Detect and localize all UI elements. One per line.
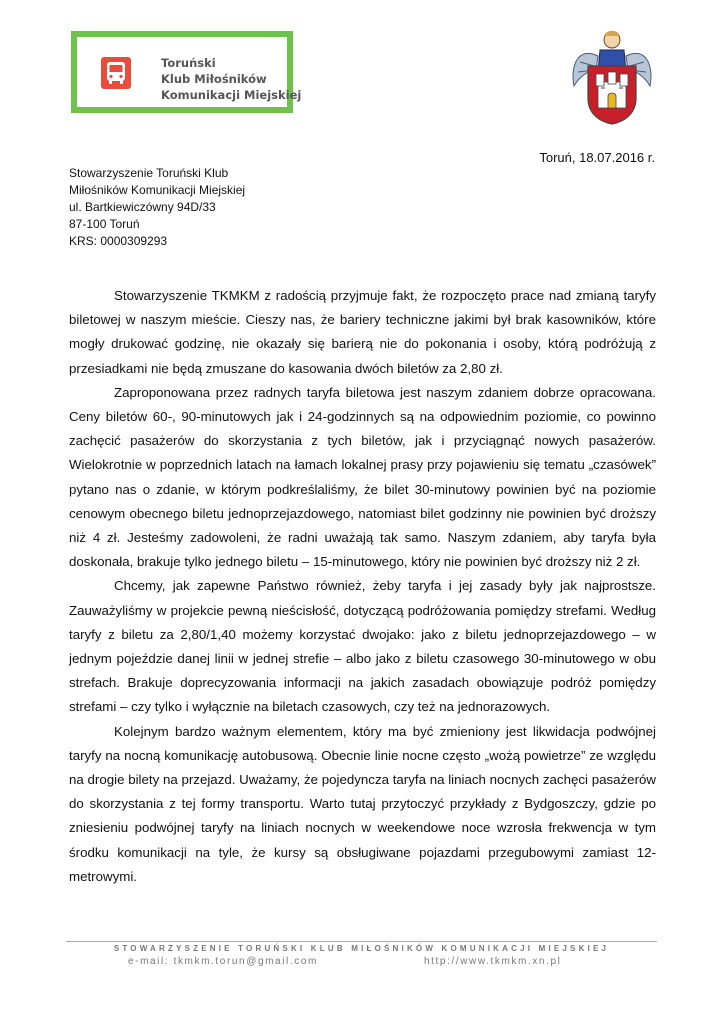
club-logo (71, 31, 302, 113)
address-line: ul. Bartkiewiczówny 94D/33 (69, 200, 216, 214)
address-line: Miłośników Komunikacji Miejskiej (69, 183, 246, 197)
sender-address (69, 165, 245, 250)
letter-date: Toruń, 18.07.2016 r. (539, 150, 655, 165)
letter-body (69, 284, 656, 889)
logo-text (161, 55, 301, 103)
footer-organization: STOWARZYSZENIE TORUŃSKI KLUB MIŁOŚNIKÓW KOMUNIKACJI MIEJSKIEJ (113, 944, 610, 953)
address-line: KRS: 0000309293 (69, 234, 168, 248)
logo-line-2: Klub Miłośników (161, 72, 267, 86)
address-line: 87-100 Toruń (69, 217, 140, 231)
logo-line-3: Komunikacji Miejskiej (161, 88, 302, 102)
body-paragraph: Zaproponowana przez radnych taryfa biletowa jest naszym zdaniem dobrze opracowana. Ceny biletów 60-, 90-minutowych jak i 24-godzinnych są na odpowiednim poziomie, co powinno zachęcić pasażerów do skorzystania z tych biletów, jak i przyciągnąć nowych pasażerów. Wielokrotnie w poprzednich latach na łamach lokalnej prasy przy pojawieniu się tematu „czasówek” pytano nas o zdanie, w którym podkreślaliśmy, że bilet 30-minutowy powinien być na poziomie cenowym obecnego biletu jednoprzejazdowego, natomiast bilet godzinny nie powinien być droższy niż 4 zł. Jesteśmy zadowoleni, że radni uważają tak samo. Naszym zdaniem, aby taryfa była doskonała, brakuje tylko jednego biletu – 15-minutowego, który nie powinien być droższy niż 2 zł. (69, 384, 656, 570)
logo-line-1: Toruński (161, 56, 216, 70)
torun-coat-of-arms-icon (568, 26, 656, 126)
body-paragraph: Stowarzyszenie TKMKM z radością przyjmuje fakt, że rozpoczęto prace nad zmianą taryfy biletowej w naszym mieście. Cieszy nas, że bariery techniczne jakimi był brak kasowników, które mogły drukować godzinę, nie okazały się barierą nie do pokonania i osoby, którą podróżują z przesiadkami nie będą zmuszane do kasowania dwóch biletów za 2,80 zł. (69, 288, 656, 376)
body-paragraph: Kolejnym bardzo ważnym elementem, który ma być zmieniony jest likwidacja podwójnej taryfy na nocną komunikację autobusową. Obecnie linie nocne często „wożą powietrze” ze względu na drogie bilety na przejazd. Uważamy, że pojedyncza taryfa na liniach nocnych zachęci pasażerów do skorzystania z tej formy transportu. Warto tutaj przytoczyć przykłady z Bydgoszczy, gdzie po zniesieniu podwójnej taryfy na liniach nocnych w weekendowe noce wzrosła frekwencja w tym środku komunikacji na tyle, że kursy są obsługiwane pojazdami przegubowymi zamiast 12-metrowymi. (69, 723, 656, 884)
body-paragraph: Chcemy, jak zapewne Państwo również, żeby taryfa i jej zasady były jak najprostsze. Zauważyliśmy w projekcie pewną nieścisłość, dotyczącą podróżowania pomiędzy strefami. Według taryfy z biletu za 2,80/1,40 możemy korzystać dwojako: jako z biletu jednoprzejazdowego – w jednym pojeździe danej linii w jednej strefie – albo jako z biletu czasowego 30-minutowego w obu strefach. Brakuje doprecyzowania informacji na jakich zasadach obowiązuje podróż pomiędzy strefami – czy tylko i wyłącznie na biletach czasowych, czy też na jednorazowych. (69, 578, 656, 715)
footer-website[interactable]: http://www.tkmkm.xn.pl (424, 956, 562, 967)
address-line: Stowarzyszenie Toruński Klub (69, 166, 229, 180)
footer-divider (66, 941, 657, 942)
footer-email[interactable]: e-mail: tkmkm.torun@gmail.com (128, 956, 318, 967)
bus-icon (101, 57, 131, 89)
